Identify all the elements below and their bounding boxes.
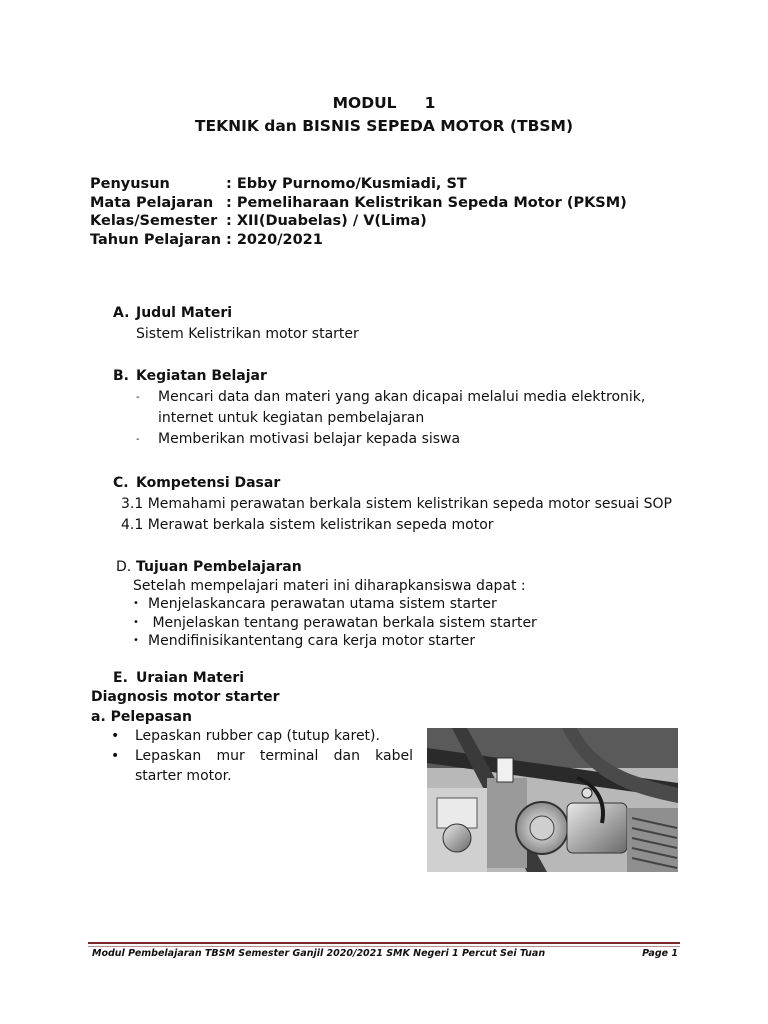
dash-marker: -	[136, 434, 140, 445]
meta-label: Mata Pelajaran	[90, 194, 214, 211]
list-item	[116, 632, 537, 651]
list-item	[116, 595, 537, 614]
list-item-text: Lepaskan rubber cap (tutup karet).	[135, 728, 380, 744]
footer-rule	[88, 942, 680, 944]
section-letter: D.	[116, 559, 132, 575]
starter-motor-photo	[427, 728, 678, 872]
list-item	[111, 746, 413, 786]
meta-value: : XII(Duabelas) / V(Lima)	[226, 213, 427, 229]
competency-line: 3.1 Memahami perawatan berkala sistem kelistrikan sepeda motor sesuai SOP	[121, 496, 672, 512]
section-judul-materi	[113, 303, 359, 345]
list-item	[116, 614, 537, 633]
meta-value: : 2020/2021	[226, 231, 323, 248]
bullet-marker: •	[133, 616, 139, 628]
list-item-text: Menjelaskan tentang perawatan berkala sistem starter	[148, 614, 537, 631]
bullet-marker: •	[111, 748, 120, 764]
meta-row-mata-pelajaran	[90, 194, 627, 213]
section-kompetensi-dasar	[113, 473, 672, 536]
section-letter: A.	[113, 305, 130, 321]
meta-label: Kelas/Semester	[90, 213, 218, 229]
meta-block	[90, 175, 627, 249]
list-item-text: Mendifinisikantentang cara kerja motor starter	[148, 633, 476, 649]
subheading: Diagnosis motor starter	[91, 689, 280, 705]
section-letter: B.	[113, 368, 129, 384]
list-item-text: Lepaskan mur terminal dan kabel starter motor.	[135, 748, 413, 784]
meta-value: : Pemeliharaan Kelistrikan Sepeda Motor (PKSM)	[226, 194, 627, 211]
module-title	[0, 94, 768, 112]
section-heading	[113, 303, 359, 324]
section-title: Kegiatan Belajar	[136, 368, 267, 384]
bullet-marker: •	[133, 598, 139, 609]
footer-rule-thin	[88, 946, 680, 947]
section-title: Uraian Materi	[136, 670, 245, 686]
module-word: MODUL	[332, 94, 397, 112]
document-title: TEKNIK dan BISNIS SEPEDA MOTOR (TBSM)	[194, 117, 574, 135]
meta-row-penyusun	[90, 175, 627, 194]
meta-value: : Ebby Purnomo/Kusmiadi, ST	[226, 176, 467, 192]
list-item	[111, 726, 413, 746]
footer-text: Modul Pembelajaran TBSM Semester Ganjil 2020/2021 SMK Negeri 1 Percut Sei Tuan	[92, 948, 546, 959]
list-item	[113, 387, 681, 429]
section-uraian-materi	[113, 669, 244, 688]
bullet-marker: •	[133, 635, 139, 646]
module-number: 1	[424, 94, 436, 112]
list-item-text: Memberikan motivasi belajar kepada siswa	[158, 431, 461, 447]
section-letter: E.	[113, 670, 128, 686]
section-tujuan-pembelajaran	[116, 558, 537, 651]
section-kegiatan-belajar	[113, 366, 681, 450]
list-item-text: Mencari data dan materi yang akan dicapai melalui media elektronik, internet untuk kegiatan pembelajaran	[158, 389, 646, 426]
section-heading	[116, 558, 537, 577]
page-number: Page 1	[642, 948, 678, 959]
bullet-marker: •	[111, 728, 120, 744]
section-intro: Setelah mempelajari materi ini diharapkansiswa dapat :	[133, 577, 526, 594]
section-title: Judul Materi	[136, 305, 233, 321]
competency-line: 4.1 Merawat berkala sistem kelistrikan sepeda motor	[121, 517, 494, 533]
dash-marker: -	[136, 392, 140, 403]
section-heading	[113, 366, 681, 387]
section-title: Tujuan Pembelajaran	[136, 559, 302, 575]
step-heading: a. Pelepasan	[91, 709, 192, 725]
meta-label: Penyusun	[90, 176, 170, 192]
page-footer	[92, 948, 678, 959]
list-item	[113, 429, 681, 450]
section-body: Sistem Kelistrikan motor starter	[136, 326, 359, 342]
steps-list	[111, 726, 413, 786]
section-heading	[113, 473, 672, 494]
meta-row-kelas-semester	[90, 212, 627, 231]
meta-label: Tahun Pelajaran	[90, 231, 222, 248]
meta-row-tahun-pelajaran	[90, 231, 627, 250]
list-item-text: Menjelaskancara perawatan utama sistem starter	[148, 596, 497, 612]
section-letter: C.	[113, 475, 129, 491]
section-title: Kompetensi Dasar	[136, 475, 281, 491]
